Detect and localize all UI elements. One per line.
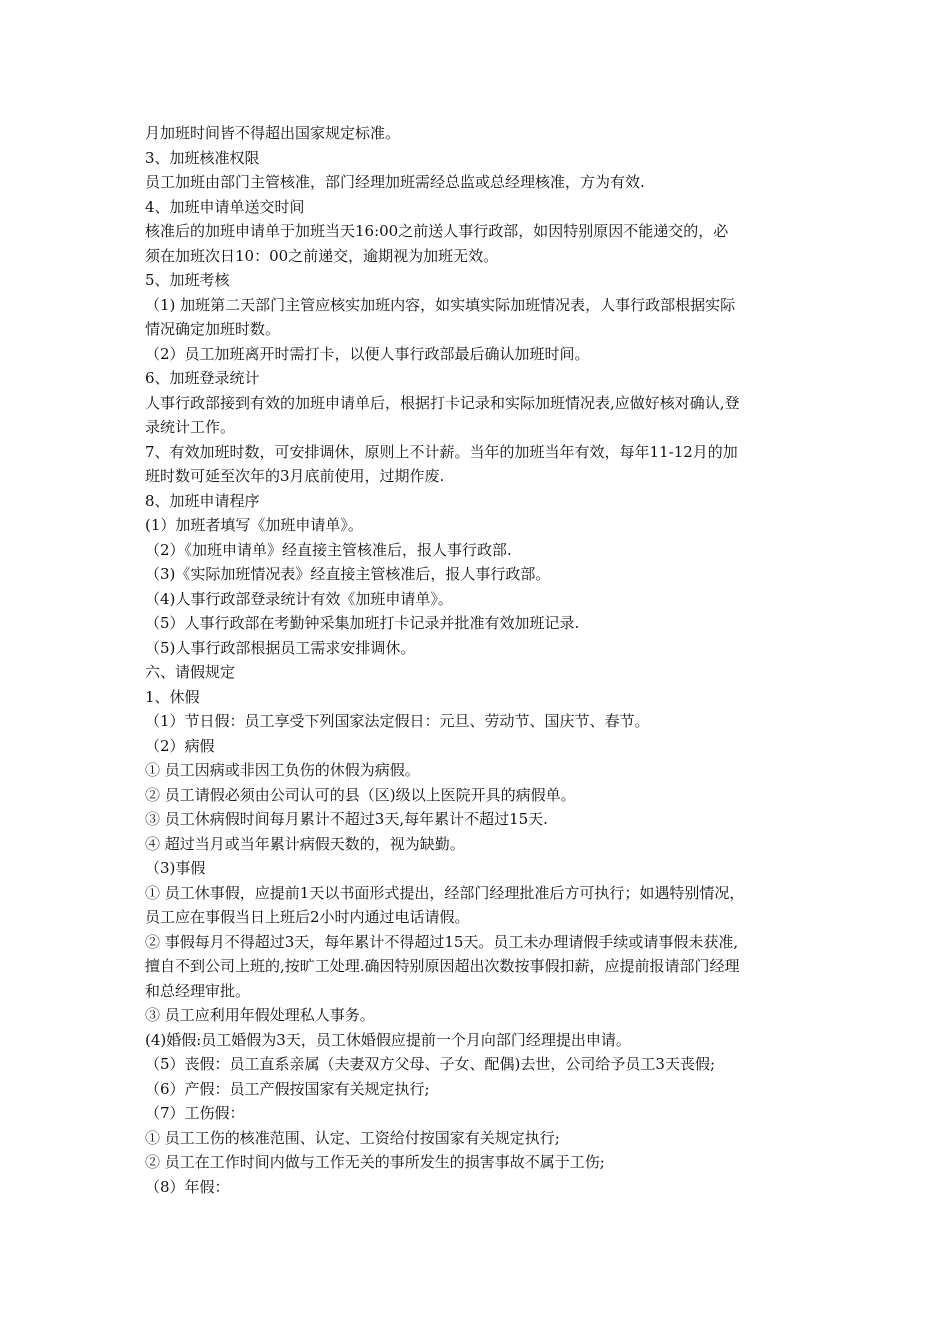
list-item: （8）年假： bbox=[145, 1177, 230, 1196]
list-item: ④ 超过当月或当年累计病假天数的，视为缺勤。 bbox=[145, 834, 465, 853]
list-item: （3)事假 bbox=[145, 859, 206, 877]
text-line: （1) 加班第二天部门主管应核实加班内容，如实填实际加班情况表，人事行政部根据实际 bbox=[145, 295, 736, 314]
section-heading: 4、加班申请单送交时间 bbox=[145, 197, 305, 216]
list-item: （7）工伤假： bbox=[145, 1104, 245, 1122]
list-item: （1）节日假：员工享受下列国家法定假日：元旦、劳动节、国庆节、春节。 bbox=[145, 712, 650, 730]
section-heading: 3、加班核准权限 bbox=[145, 148, 260, 167]
list-item: ① 员工工伤的核准范围、认定、工资给付按国家有关规定执行; bbox=[145, 1128, 560, 1147]
text-line: 和总经理审批。 bbox=[145, 981, 251, 1000]
list-item: （6）产假：员工产假按国家有关规定执行; bbox=[145, 1079, 430, 1098]
list-item: ② 员工在工作时间内做与工作无关的事所发生的损害事故不属于工伤; bbox=[145, 1153, 605, 1171]
text-line: 班时数可延至次年的3月底前使用，过期作废. bbox=[145, 467, 445, 485]
list-item: （5）人事行政部在考勤钟采集加班打卡记录并批准有效加班记录. bbox=[145, 614, 580, 632]
text-line: 员工应在事假当日上班后2小时内通过电话请假。 bbox=[145, 908, 470, 926]
text-line: 员工加班由部门主管核准，部门经理加班需经总监或总经理核准，方为有效. bbox=[145, 173, 645, 191]
text-line: 人事行政部接到有效的加班申请单后，根据打卡记录和实际加班情况表,应做好核对确认,登 bbox=[145, 393, 740, 412]
text-line: 情况确定加班时数。 bbox=[145, 320, 281, 338]
text-line: 核准后的加班申请单于加班当天16:00之前送人事行政部，如因特别原因不能递交的，必 bbox=[145, 222, 729, 240]
list-item: ① 员工休事假，应提前1天以书面形式提出，经部门经理批准后方可执行；如遇特别情况， bbox=[145, 883, 745, 902]
list-item: (1）加班者填写《加班申请单》。 bbox=[145, 516, 363, 534]
text-line: 擅自不到公司上班的,按旷工处理.确因特别原因超出次数按事假扣薪，应提前报请部门经理 bbox=[145, 957, 740, 975]
chapter-heading: 六、请假规定 bbox=[145, 663, 236, 681]
text-line: 月加班时间皆不得超出国家规定标准。 bbox=[145, 124, 401, 142]
list-item: （2）《加班申请单》经直接主管核准后，报人事行政部. bbox=[145, 540, 512, 559]
list-item: ③ 员工应利用年假处理私人事务。 bbox=[145, 1006, 375, 1024]
list-item: （5）丧假：员工直系亲属（夫妻双方父母、子女、配偶)去世，公司给予员工3天丧假; bbox=[145, 1055, 715, 1073]
list-item: （3)《实际加班情况表》经直接主管核准后，报人事行政部。 bbox=[145, 565, 551, 583]
list-item: (4)婚假:员工婚假为3天，员工休婚假应提前一个月向部门经理提出申请。 bbox=[145, 1030, 631, 1049]
text-line: 须在加班次日10：00之前递交，逾期视为加班无效。 bbox=[145, 246, 499, 265]
list-item: （4)人事行政部登录统计有效《加班申请单》。 bbox=[145, 589, 453, 608]
text-line: 7、有效加班时数，可安排调休，原则上不计薪。当年的加班当年有效，每年11-12月的加 bbox=[145, 442, 738, 461]
document-body bbox=[145, 121, 820, 1199]
list-item: ① 员工因病或非因工负伤的休假为病假。 bbox=[145, 761, 420, 779]
list-item: ② 员工请假必须由公司认可的县（区)级以上医院开具的病假单。 bbox=[145, 785, 576, 804]
section-heading: 8、加班申请程序 bbox=[145, 491, 260, 510]
text-line: 录统计工作。 bbox=[145, 418, 236, 436]
list-item: （5)人事行政部根据员工需求安排调休。 bbox=[145, 638, 416, 657]
section-heading: 5、加班考核 bbox=[145, 271, 230, 289]
list-item: （2）病假 bbox=[145, 736, 215, 755]
section-heading: 6、加班登录统计 bbox=[145, 369, 260, 387]
list-item: ② 事假每月不得超过3天，每年累计不得超过15天。员工未办理请假手续或请事假未获准, bbox=[145, 932, 739, 951]
section-heading: 1、休假 bbox=[145, 687, 200, 706]
text-line: （2）员工加班离开时需打卡，以便人事行政部最后确认加班时间。 bbox=[145, 344, 590, 363]
list-item: ③ 员工休病假时间每月累计不超过3天,每年累计不超过15天. bbox=[145, 810, 548, 828]
